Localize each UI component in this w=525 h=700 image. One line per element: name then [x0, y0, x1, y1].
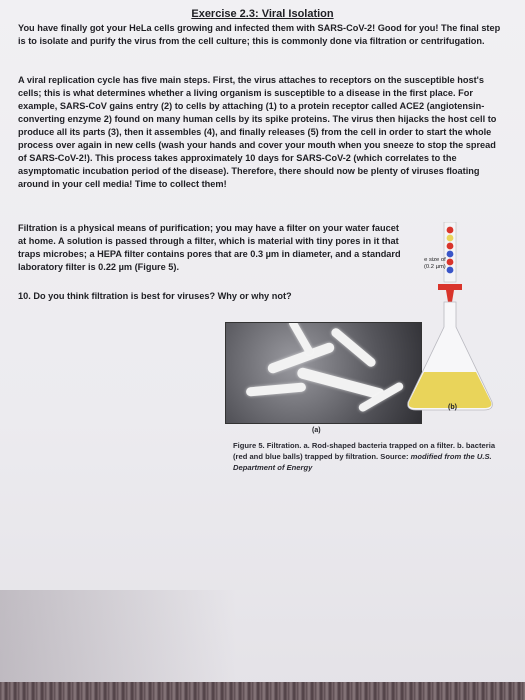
filtration-text: is a physical means of purification; you may have a filter on your water faucet at home. A solution is passed through a filter, which is material with tiny pores in it that traps microbes; a HEPA filter contains pores that are 0.3 µm in diameter, and a standard laboratory filter is 0.22 µm (Figure 5). — [18, 223, 401, 272]
replication-lead: A viral replication cycle — [18, 75, 121, 85]
filtration-paragraph — [18, 222, 408, 274]
figure-label-b: (b) — [448, 404, 457, 411]
bacteria-rod — [288, 322, 315, 356]
replication-text: has five main steps. First, the virus attaches to receptors on the susceptible host's cells; this is what determines whether a living organism is susceptible to a disease in the first place. For example, SARS-CoV gains entry (2) to cells by attaching (1) to a protein receptor called ACE2 (angiotensin-converting enzyme 2) found on many human cells by its spike proteins. The virus then hijacks the host cell to produce all its parts (3), then it assembles (4), and finally releases (5) from the cell in order to start the whole process over again in new cells (wash your hands and cover your mouth when you sneeze to stop the spread of SARS-CoV-2!). This process takes approximately 10 days for SARS-CoV-2 (which correlates to the asymptomatic incubation period of the disease). Therefore, there should now be plenty of viruses floating around in your cell media! Time to collect them! — [18, 75, 497, 189]
intro-paragraph: You have finally got your HeLa cells growing and infected them with SARS-CoV-2! Good for you! The final step is to isolate and purify the virus from the cell culture; this is commonly done via filtration or centrifugation. — [18, 23, 501, 46]
bacteria-rod — [296, 367, 386, 401]
figure-caption — [233, 440, 503, 473]
filter-disc — [438, 284, 462, 290]
page-title: Exercise 2.3: Viral Isolation — [191, 8, 334, 20]
bacteria-rod — [330, 326, 378, 368]
filtration-flask — [400, 222, 500, 417]
replication-paragraph — [18, 74, 505, 191]
filtration-lead: Filtration — [18, 223, 58, 233]
bacteria-rod — [246, 382, 307, 396]
question-10: 10. Do you think filtration is best for viruses? Why or why not? — [18, 291, 292, 301]
bacteria-micrograph — [225, 322, 422, 424]
pore-size-label: e size of (0.2 µm) — [424, 257, 446, 270]
floor-edge — [0, 682, 525, 700]
figure-label-a: (a) — [312, 427, 321, 434]
caption-text: Figure 5. Filtration. a. Rod-shaped bacteria trapped on a filter. b. bacteria (red and blue balls) trapped by filtration. Source: — [233, 441, 496, 461]
caption-source: modified from the U.S. Department of Energy — [233, 452, 492, 472]
